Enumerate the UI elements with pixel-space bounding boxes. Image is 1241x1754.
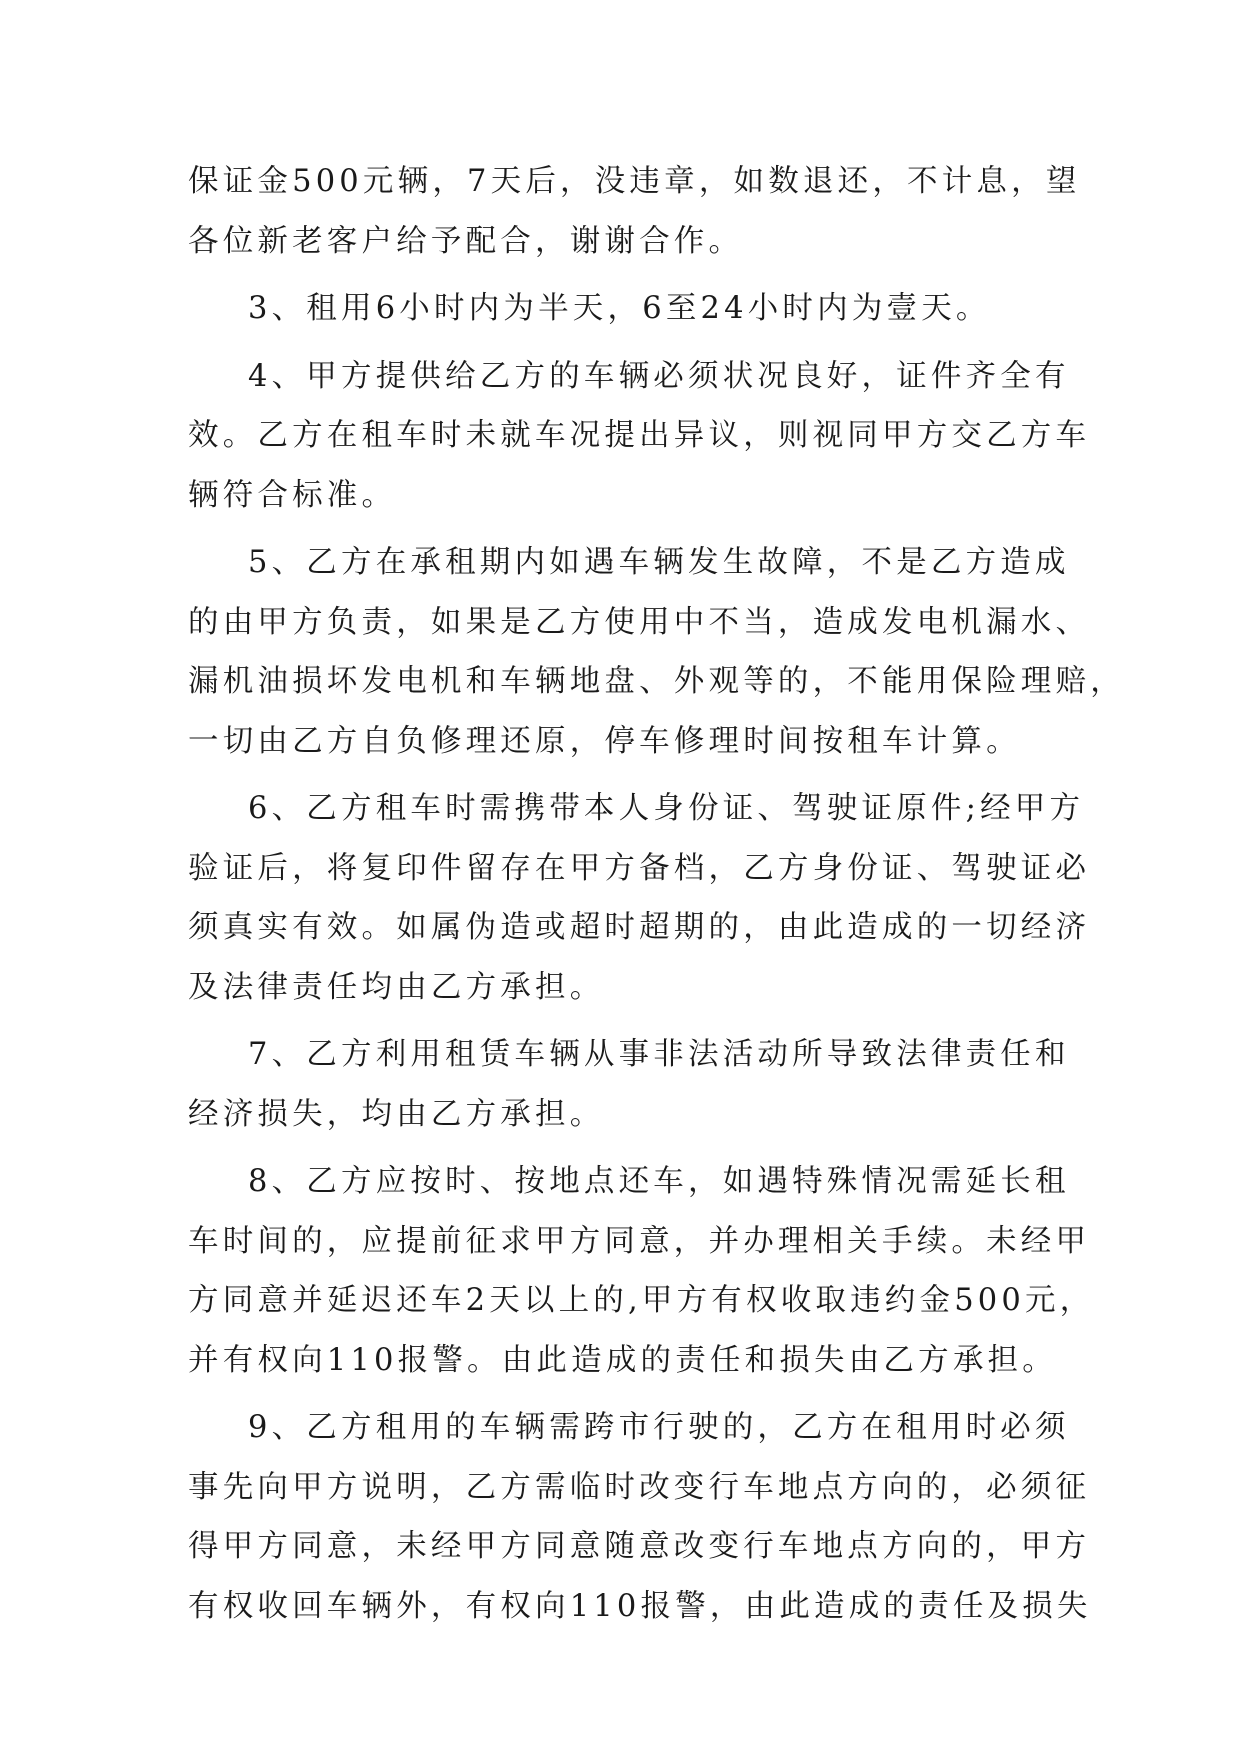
text-line: 各位新老客户给予配合，谢谢合作。 (188, 223, 744, 259)
clause-8-line: 8、乙方应按时、按地点还车，如遇特殊情况需延长租 (248, 1164, 1070, 1199)
text-line: 方同意并延迟还车2天以上的,甲方有权收取违约金500元， (188, 1283, 1095, 1318)
text-line: 得甲方同意，未经甲方同意随意改变行车地点方向的，甲方 (188, 1529, 1091, 1564)
text-line: 事先向甲方说明，乙方需临时改变行车地点方向的，必须征 (188, 1469, 1091, 1505)
text-line: 的由甲方负责，如果是乙方使用中不当，造成发电机漏水、 (188, 604, 1091, 640)
clause-4-line: 4、甲方提供给乙方的车辆必须状况良好，证件齐全有 (248, 358, 1070, 394)
clause-7-line: 7、乙方利用租赁车辆从事非法活动所导致法律责任和 (248, 1037, 1070, 1072)
clause-6-line: 6、乙方租车时需携带本人身份证、驾驶证原件;经甲方 (248, 791, 1085, 826)
clause-3-line: 3、租用6小时内为半天，6至24小时内为壹天。 (248, 291, 991, 326)
text-line: 效。乙方在租车时未就车况提出异议，则视同甲方交乙方车 (188, 418, 1091, 453)
text-line: 一切由乙方自负修理还原，停车修理时间按租车计算。 (188, 723, 1021, 759)
text-line: 经济损失，均由乙方承担。 (188, 1096, 605, 1132)
text-line: 及法律责任均由乙方承担。 (188, 969, 605, 1005)
text-line: 车时间的，应提前征求甲方同意，并办理相关手续。未经甲 (188, 1223, 1091, 1259)
text-line: 须真实有效。如属伪造或超时超期的，由此造成的一切经济 (188, 910, 1091, 945)
clause-9-line: 9、乙方租用的车辆需跨市行驶的，乙方在租用时必须 (248, 1410, 1070, 1445)
text-line: 辆符合标准。 (188, 477, 397, 513)
text-line: 并有权向110报警。由此造成的责任和损失由乙方承担。 (188, 1342, 1057, 1378)
text-line: 有权收回车辆外，有权向110报警，由此造成的责任及损失 (188, 1588, 1092, 1624)
text-line: 验证后，将复印件留存在甲方备档，乙方身份证、驾驶证必 (188, 850, 1091, 886)
text-line: 保证金500元辆，7天后，没违章，如数退还，不计息，望 (188, 164, 1081, 199)
text-line: 漏机油损坏发电机和车辆地盘、外观等的，不能用保险理赔， (188, 664, 1125, 699)
clause-5-line: 5、乙方在承租期内如遇车辆发生故障，不是乙方造成 (248, 545, 1070, 580)
document-page (188, 152, 1125, 1636)
